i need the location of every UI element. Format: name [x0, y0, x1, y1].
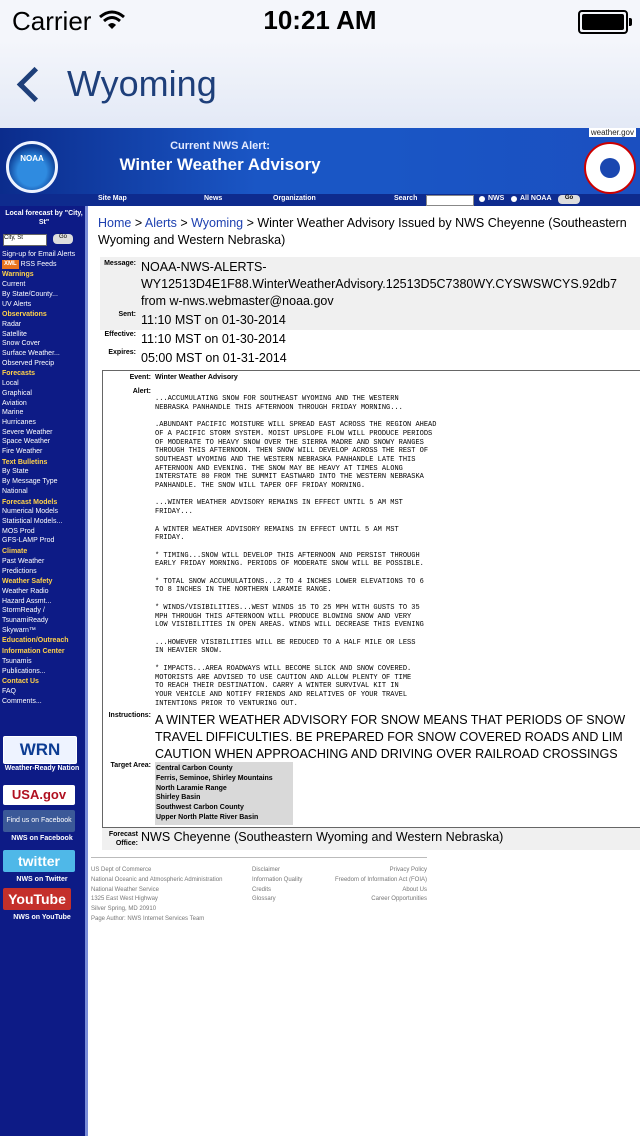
sidebar-item[interactable]: FAQ [2, 687, 17, 695]
sidebar-item[interactable]: GFS-LAMP Prod [2, 537, 55, 545]
sidebar-item[interactable]: By State/County... [2, 290, 58, 298]
page-footer [91, 857, 427, 922]
sidebar-item[interactable]: Local [2, 380, 19, 388]
message-row: Message: NOAA-NWS-ALERTS- WY12513D4E1F88.WinterWeatherAdvisory.12513D5C7380WY.CYSWSWCYS.92db7 from w-nws.webmaster@noaa.gov [100, 257, 640, 311]
twitter-logo[interactable]: twitter [3, 850, 75, 872]
all-noaa-radio[interactable] [511, 196, 517, 202]
sidebar-item[interactable]: UV Alerts [2, 300, 32, 308]
sidebar-item[interactable]: Radar [2, 320, 22, 328]
city-go-button[interactable]: Go [53, 234, 73, 244]
sidebar-item[interactable]: Past Weather [2, 557, 45, 565]
sidebar-item[interactable]: Sign-up for Email Alerts [2, 251, 76, 258]
back-button[interactable] [12, 62, 217, 106]
search-input[interactable] [426, 195, 474, 206]
footer-col-1: US Dept of Commerce National Oceanic and Atmospheric Administration National Weather Service 1325 East West Highway Silver Spring, MD 20910 Page Author: NWS Internet Services Team [91, 867, 223, 922]
facebook-logo[interactable]: Find us on Facebook [3, 810, 75, 832]
sidebar-item[interactable]: By Message Type [2, 478, 58, 486]
sidebar-item[interactable]: Space Weather [2, 438, 51, 446]
xml-icon: XML [2, 260, 19, 270]
chevron-left-icon [17, 66, 52, 101]
sidebar-item[interactable]: Numerical Models [2, 508, 59, 516]
sidebar-item[interactable]: Fire Weather [2, 448, 43, 456]
battery-icon [578, 10, 628, 34]
sidebar-item[interactable]: Skywarn™ [2, 626, 36, 634]
sidebar-menu [2, 250, 86, 706]
site-map-link[interactable]: Site Map [98, 195, 127, 202]
navigation-bar [0, 40, 640, 128]
sidebar-heading[interactable]: Warnings [2, 271, 34, 279]
noaa-logo[interactable]: NOAA [6, 141, 58, 193]
sidebar-item[interactable]: MOS Prod [2, 527, 35, 535]
target-area-list: Central Carbon County Ferris, Seminoe, Shirley Mountains North Laramie Range Shirley Basin Southwest Carbon County Upper North Platte River Basin [155, 762, 293, 825]
all-noaa-radio-label: All NOAA [520, 195, 552, 202]
sidebar-item[interactable]: Hazard Assmt... [2, 597, 52, 605]
twitter-caption[interactable]: NWS on Twitter [16, 876, 68, 883]
sidebar-item[interactable]: Weather Radio [2, 587, 49, 595]
sidebar [0, 206, 88, 1136]
sidebar-heading[interactable]: Forecasts [2, 370, 36, 378]
sidebar-item[interactable]: Comments... [2, 697, 42, 705]
breadcrumb: Home > Alerts > Wyoming > Winter Weather Advisory Issued by NWS Cheyenne (Southeastern Wyoming and Western Nebraska) [98, 216, 627, 247]
sidebar-item[interactable]: Aviation [2, 399, 27, 407]
sidebar-heading[interactable]: Forecast Models [2, 498, 58, 506]
forecast-office-row: Forecast Office: NWS Cheyenne (Southeastern Wyoming and Western Nebraska) [102, 828, 640, 850]
sidebar-heading[interactable]: Text Bulletins [2, 458, 48, 466]
facebook-caption[interactable]: NWS on Facebook [11, 835, 73, 842]
status-time: 10:21 AM [263, 5, 377, 35]
expires-row: Expires: 05:00 MST on 01-31-2014 [100, 349, 640, 368]
effective-row: Effective: 11:10 MST on 01-30-2014 [100, 330, 640, 349]
current-alert-title: Winter Weather Advisory [119, 155, 321, 174]
sidebar-item[interactable]: Graphical [2, 389, 32, 397]
search-go-button[interactable]: Go [558, 195, 580, 204]
alert-box: Event: Winter Weather Advisory Alert: ...ACCUMULATING SNOW FOR SOUTHEAST WYOMING AND THE WESTERN NEBRASKA PANHANDLE THIS AFTERNOON THROUGH FRIDAY MORNING... .ABUNDANT PACIFIC MOISTURE WILL SPREAD EAST ACROSS THE REGION AHEAD OF A PACIFIC STORM SYSTEM. MOIST UPSLOPE FLOW WILL PRODUCE PERIODS OF MODERATE TO HEAVY SNOW OVER THE SIERRA MADRE AND SNOWY RANGES THROUGH THIS AFTERNOON. THEN SNOW WILL DEVELOP ACROSS THE REST OF SOUTHEAST WYOMING AND THE WESTERN NEBRASKA PANHANDLE LATE THIS AFTERNOON AND EVENING. THE SNOW MAY BE HEAVY AT TIMES ALONG INTERSTATE 80 FROM THE SUMMIT EASTWARD INTO THE WESTERN NEBRASKA PANHANDLE. THE SNOW WILL TAPER OFF FRIDAY MORNING. ...WINTER WEATHER ADVISORY REMAINS IN EFFECT UNTIL 5 AM MST FRIDAY... A WINTER WEATHER ADVISORY REMAINS IN EFFECT UNTIL 5 AM MST FRIDAY. * TIMING...SNOW WILL DEVELOP THIS AFTERNOON AND PERSIST THROUGH EARLY FRIDAY MORNING. PERIODS OF MODERATE SNOW WILL BE POSSIBLE. * TOTAL SNOW ACCUMULATIONS...2 TO 4 INCHES LOWER ELEVATIONS TO 6 TO 8 INCHES IN THE NORTHERN LARAMIE RANGE. * WINDS/VISIBILITIES...WEST WINDS 15 TO 25 MPH WITH GUSTS TO 35 MPH THROUGH THIS AFTERNOON WILL PRODUCE BLOWING SNOW AND VERY LOW VISIBILITIES IN OPEN AREAS. WINDS WILL DECREASE THIS EVENING ...HOWEVER VISIBILITIES WILL BE REDUCED TO A HALF MILE OR LESS IN HEAVIER SNOW. * IMPACTS...AREA ROADWAYS WILL BECOME SLICK AND SNOW COVERED. MOTORISTS ARE ADVISED TO USE CAUTION AND ALLOW PLENTY OF TIME TO REACH THEIR DESTINATION. CARRY A WINTER SURVIVAL KIT IN YOUR VEHICLE AND NOTIFY FRIENDS AND RELATIVES OF YOUR TRAVEL INTENTIONS PRIOR TO VENTURING OUT. Instructions: A WINTER WEATHER ADVISORY FOR SNOW MEANS THAT PERIODS OF SNOW TRAVEL DIFFICULTIES. BE PREPARED FOR SNOW COVERED ROADS AND LIM CAUTION WHEN APPROACHING AND DRIVING OVER RAILROAD CROSSINGS Target Area: Central Carbon County Ferris, Seminoe, Shirley Mountains North Laramie Range Shirley Basin Southwest Carbon County Upper North Platte River Basin [102, 370, 640, 828]
top-nav [0, 194, 640, 206]
sidebar-item[interactable]: Predictions [2, 567, 37, 575]
sidebar-item[interactable]: Publications... [2, 667, 46, 675]
sent-row: Sent: 11:10 MST on 01-30-2014 [100, 311, 640, 330]
status-bar [0, 0, 640, 40]
sidebar-item-label: RSS Feeds [20, 260, 57, 268]
sidebar-item[interactable]: Current [2, 281, 26, 289]
wrn-caption[interactable]: Weather-Ready Nation [4, 765, 80, 772]
event-value: Winter Weather Advisory [155, 374, 238, 381]
youtube-logo[interactable]: YouTube [3, 888, 71, 910]
footer-col-2: Disclaimer Information Quality Credits Glossary [252, 867, 303, 903]
breadcrumb-current: Winter Weather Advisory Issued by NWS Cheyenne (Southeastern Wyoming and Western Nebraska) [98, 216, 627, 247]
sidebar-item[interactable]: By State [2, 468, 29, 476]
sidebar-heading[interactable]: Contact Us [2, 678, 39, 686]
carrier-label: Carrier [12, 6, 92, 36]
sidebar-item[interactable]: TsunamiReady [2, 617, 49, 625]
sidebar-item[interactable]: Snow Cover [2, 340, 41, 348]
sidebar-item[interactable]: National [2, 487, 28, 495]
sidebar-item[interactable]: StormReady / [2, 607, 45, 615]
weather-gov-label: weather.gov [590, 128, 634, 137]
nws-logo[interactable] [584, 142, 636, 194]
sidebar-item[interactable]: Surface Weather... [2, 350, 60, 358]
nws-banner [0, 128, 640, 194]
local-forecast-label: Local forecast by "City, St" [5, 210, 83, 226]
sidebar-item[interactable]: Statistical Models... [2, 517, 63, 525]
forecast-office-value: NWS Cheyenne (Southeastern Wyoming and Western Nebraska) [141, 830, 504, 844]
breadcrumb-wyoming[interactable]: Wyoming [191, 216, 244, 230]
search-label: Search [394, 195, 418, 202]
organization-link[interactable]: Organization [273, 195, 316, 202]
sidebar-item-rss[interactable] [2, 260, 86, 270]
sidebar-item[interactable]: Tsunamis [2, 657, 32, 665]
news-link[interactable]: News [204, 195, 223, 202]
wrn-logo[interactable]: WRN [3, 736, 77, 764]
breadcrumb-alerts[interactable]: Alerts [144, 216, 177, 230]
sidebar-heading[interactable]: Climate [2, 548, 28, 556]
alert-text: ...ACCUMULATING SNOW FOR SOUTHEAST WYOMING AND THE WESTERN NEBRASKA PANHANDLE THIS AFTERNOON THROUGH FRIDAY MORNING... .ABUNDANT PACIFIC MOISTURE WILL SPREAD EAST ACROSS THE REGION AHEAD OF A PACIFIC STORM SYSTEM. MOIST UPSLOPE FLOW WILL PRODUCE PERIODS OF MODERATE TO HEAVY SNOW OVER THE SIERRA MADRE AND SNOWY RANGES THROUGH THIS AFTERNOON. THEN SNOW WILL DEVELOP ACROSS THE REST OF SOUTHEAST WYOMING AND THE WESTERN NEBRASKA PANHANDLE LATE THIS AFTERNOON AND EVENING. THE SNOW MAY BE HEAVY AT TIMES ALONG INTERSTATE 80 FROM THE SUMMIT EASTWARD INTO THE WESTERN NEBRASKA PANHANDLE. THE SNOW WILL TAPER OFF FRIDAY MORNING. ...WINTER WEATHER ADVISORY REMAINS IN EFFECT UNTIL 5 AM MST FRIDAY... A WINTER WEATHER ADVISORY REMAINS IN EFFECT UNTIL 5 AM MST FRIDAY. * TIMING...SNOW WILL DEVELOP THIS AFTERNOON AND PERSIST THROUGH EARLY FRIDAY MORNING. PERIODS OF MODERATE SNOW WILL BE POSSIBLE. * TOTAL SNOW ACCUMULATIONS...2 TO 4 INCHES LOWER ELEVATIONS TO 6 TO 8 INCHES IN THE NORTHERN LARAMIE RANGE. * WINDS/VISIBILITIES...WEST WINDS 15 TO 25 MPH WITH GUSTS TO 35 MPH THROUGH THIS AFTERNOON WILL PRODUCE BLOWING SNOW AND VERY LOW VISIBILITIES IN OPEN AREAS. WINDS WILL DECREASE THIS EVENING ...HOWEVER VISIBILITIES WILL BE REDUCED TO A HALF MILE OR LESS IN HEAVIER SNOW. * IMPACTS...AREA ROADWAYS WILL BECOME SLICK AND SNOW COVERED. MOTORISTS ARE ADVISED TO USE CAUTION AND ALLOW PLENTY OF TIME TO REACH THEIR DESTINATION. CARRY A WINTER SURVIVAL KIT IN YOUR VEHICLE AND NOTIFY FRIENDS AND RELATIVES OF YOUR TRAVEL INTENTIONS PRIOR TO VENTURING OUT. [155, 395, 437, 708]
sidebar-heading[interactable]: Observations [2, 311, 47, 319]
nws-radio-label: NWS [488, 195, 505, 202]
sidebar-heading[interactable]: Information Center [2, 648, 65, 656]
sidebar-heading[interactable]: Education/Outreach [2, 637, 69, 645]
sidebar-item[interactable]: Marine [2, 409, 24, 417]
sidebar-item[interactable]: Satellite [2, 330, 27, 338]
sidebar-item[interactable]: Severe Weather [2, 428, 53, 436]
sidebar-heading[interactable]: Weather Safety [2, 578, 53, 586]
footer-col-3: Privacy Policy Freedom of Information Act (FOIA) About Us Career Opportunities [334, 867, 427, 903]
usa-gov-logo[interactable]: USA.gov [3, 785, 75, 805]
sidebar-item[interactable]: Observed Precip [2, 359, 55, 367]
current-alert-label: Current NWS Alert: [170, 140, 270, 152]
back-button-label: Wyoming [67, 63, 217, 104]
nws-radio[interactable] [479, 196, 485, 202]
youtube-caption[interactable]: NWS on YouTube [13, 914, 71, 921]
instructions-text: A WINTER WEATHER ADVISORY FOR SNOW MEANS THAT PERIODS OF SNOW TRAVEL DIFFICULTIES. BE PREPARED FOR SNOW COVERED ROADS AND LIM CAUTION WHEN APPROACHING AND DRIVING OVER RAILROAD CROSSINGS [155, 713, 626, 761]
sidebar-item[interactable]: Hurricanes [2, 418, 36, 426]
breadcrumb-home[interactable]: Home [98, 216, 132, 230]
city-search-input[interactable]: City, St [3, 234, 47, 246]
